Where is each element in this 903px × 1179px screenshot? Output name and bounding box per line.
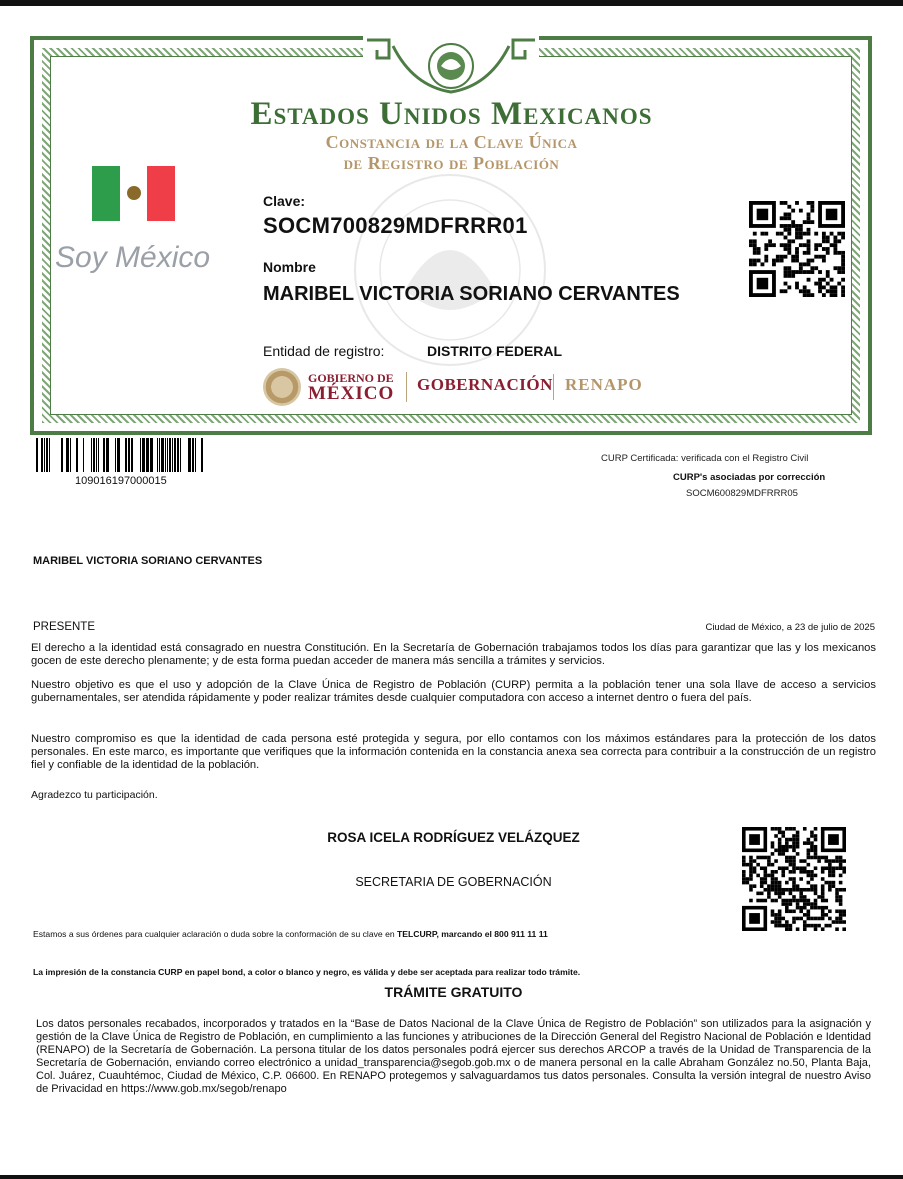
- clave-label: Clave:: [263, 193, 306, 209]
- barcode-icon: [36, 438, 211, 472]
- tramite-gratuito: TRÁMITE GRATUITO: [384, 984, 523, 1000]
- top-edge: [0, 0, 903, 6]
- document-subtitle-line1: Constancia de la Clave Única: [325, 132, 578, 152]
- privacy-notice: Los datos personales recabados, incorporados y tratados en la “Base de Datos Nacional de la Clave Única de Registro de Población” son utilizados para la asignación y gestión de la Clave Única de Registro de Población, en cumplimiento a las funciones y atribuciones de la Dirección General del Registro Nacional de Población e Identidad (RENAPO) de la Secretaría de Gobernación. La persona titular de los datos personales podrá ejercer sus derechos ARCOP a través de la Unidad de Transparencia de la Secretaría de Gobernación, enviando correo electrónico a unidad_transparencia@segob.gob.mx o de manera personal en la calle Abraham González no.50, Planta Baja, Col. Juárez, Cuauhtémoc, Ciudad de México, C.P. 06600. En RENAPO protegemos y salvaguardamos tus datos personales. Consulta la versión integral de nuestro Aviso de Privacidad en https://www.gob.mx/segob/renapo: [36, 1018, 871, 1095]
- associated-curp-value: SOCM600829MDFRRR05: [686, 488, 798, 499]
- letter-date: Ciudad de México, a 23 de julio de 2025: [705, 622, 875, 633]
- clave-value: SOCM700829MDFRRR01: [263, 213, 528, 238]
- document-title: Estados Unidos Mexicanos: [250, 96, 653, 132]
- barcode-number: 109016197000015: [75, 475, 167, 487]
- certification-status: CURP Certificada: verificada con el Registro Civil: [601, 453, 809, 464]
- nombre-label: Nombre: [263, 259, 316, 275]
- telcurp-number: TELCURP, marcando el 800 911 11 11: [397, 929, 548, 939]
- soy-mexico-text: Soy México: [55, 241, 211, 274]
- coat-of-arms-watermark-icon: [335, 170, 565, 370]
- signer-title: SECRETARIA DE GOBERNACIÓN: [355, 875, 552, 889]
- letter-presente: PRESENTE: [33, 621, 95, 633]
- letter-paragraph-1: El derecho a la identidad está consagrado en nuestra Constitución. En la Secretaría de Gobernación trabajamos todos los días para garantizar que las y los mexicanos gocen de este derecho plenamente; y de esta forma puedan acceder de manera más sencilla a trámites y servicios.: [31, 642, 876, 667]
- letter-paragraph-2: Nuestro objetivo es que el uso y adopción de la Clave Única de Registro de Población (CURP) permita a la población tener una sola llave de acceso a servicios gubernamentales, ser atendida rápidamente y poder realizar trámites desde cualquier computadora con acceso a internet dentro o fuera del país.: [31, 679, 876, 704]
- signer-name: ROSA ICELA RODRÍGUEZ VELÁZQUEZ: [327, 830, 580, 845]
- qr-code-icon: [742, 827, 846, 931]
- bottom-edge: [0, 1175, 903, 1179]
- mexico-logo-text: MÉXICO: [308, 383, 395, 404]
- nombre-value: MARIBEL VICTORIA SORIANO CERVANTES: [263, 283, 680, 305]
- contact-text: Estamos a sus órdenes para cualquier aclaración o duda sobre la conformación de su clave en: [33, 929, 398, 939]
- mexican-flag-icon: [92, 166, 175, 221]
- letter-addressee: MARIBEL VICTORIA SORIANO CERVANTES: [33, 555, 263, 567]
- document-subtitle-line2: de Registro de Población: [343, 153, 560, 173]
- entidad-label: Entidad de registro:: [263, 343, 385, 359]
- gobierno-de-text: GOBIERNO DE: [308, 371, 394, 385]
- print-validity-notice: La impresión de la constancia CURP en papel bond, a color o blanco y negro, es válida y debe ser aceptada para realizar todo trámite.: [33, 967, 581, 977]
- qr-code-icon: [749, 201, 845, 297]
- letter-paragraph-3: Nuestro compromiso es que la identidad de cada persona esté protegida y segura, por ello contamos con los máximos estándares para la protección de los datos personales. En este marco, es importante que verifiques que la información contenida en la constancia anexa sea correcta para contribuir a la construcción de un registro fiel y confiable de la identidad de la población.: [31, 733, 876, 771]
- government-logos: [263, 366, 663, 408]
- contact-info: [33, 929, 548, 939]
- gobernacion-logo-text: GOBERNACIÓN: [417, 375, 553, 394]
- letter-closing: Agradezco tu participación.: [31, 789, 158, 801]
- national-coat-of-arms-icon: [363, 36, 539, 98]
- entidad-value: DISTRITO FEDERAL: [427, 343, 563, 359]
- renapo-logo-text: RENAPO: [565, 375, 643, 394]
- government-seal-icon: [263, 368, 301, 406]
- associated-curp-label: CURP's asociadas por corrección: [673, 472, 826, 483]
